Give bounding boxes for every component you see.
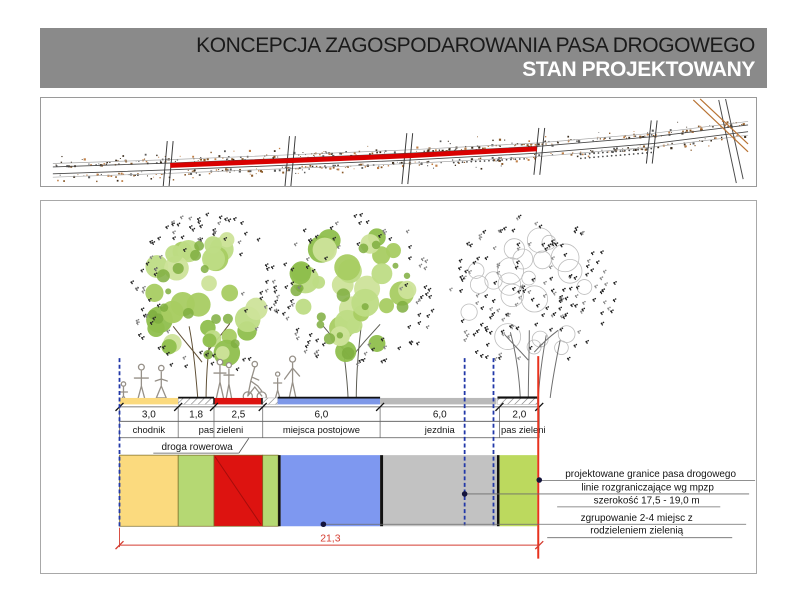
segment-label: miejsca postojowe [282,425,360,437]
segment-label: chodnik [132,425,166,437]
pedestrian-figures [120,356,300,401]
leader-dot [462,491,468,497]
annotation-text: rodzieleniem zielenią [590,525,684,537]
segment-label: pas zieleni [501,425,546,437]
tree-illustration-green [130,212,279,371]
dimension-value: 6,0 [314,409,329,421]
annotation-text: szerokość 17,5 - 19,0 m [593,495,700,507]
dimension-value: 6,0 [432,409,447,421]
map-specks [56,120,747,182]
tree-illustration-sketch [449,215,617,361]
dimension-value: 3,0 [141,409,156,421]
leader-dot [321,521,327,527]
cyclist-figure [243,361,266,401]
slide-title: KONCEPCJA ZAGOSPODAROWANIA PASA DROGOWEGO [196,34,755,58]
plan-view-map [41,98,756,186]
dimension-value: 1,8 [189,409,204,421]
slide-header [40,28,767,88]
annotation-text: linie rozgraniczające wg mpzp [581,482,714,494]
plan-view-panel [40,97,757,187]
leader-dot [536,477,542,483]
slide-subtitle: STAN PROJEKTOWANY [522,58,755,81]
annotation-text: projektowane granice pasa drogowego [565,469,737,481]
segment-label: jezdnia [424,425,455,437]
annotation-text: zgrupowanie 2-4 miejsc z [580,512,693,524]
tree-illustration-green [273,213,434,366]
callout-leader [239,438,249,453]
cross-section-drawing [41,201,756,573]
dimension-value: 2,5 [231,409,246,421]
segment-label: pas zieleni [198,425,244,437]
total-width-value: 21,3 [320,533,341,545]
bike-path-callout: droga rowerowa [161,442,233,454]
dimension-value: 2,0 [512,409,527,421]
cross-section-panel [40,200,757,574]
road-lines [53,99,748,186]
land-use-bar [120,455,538,526]
